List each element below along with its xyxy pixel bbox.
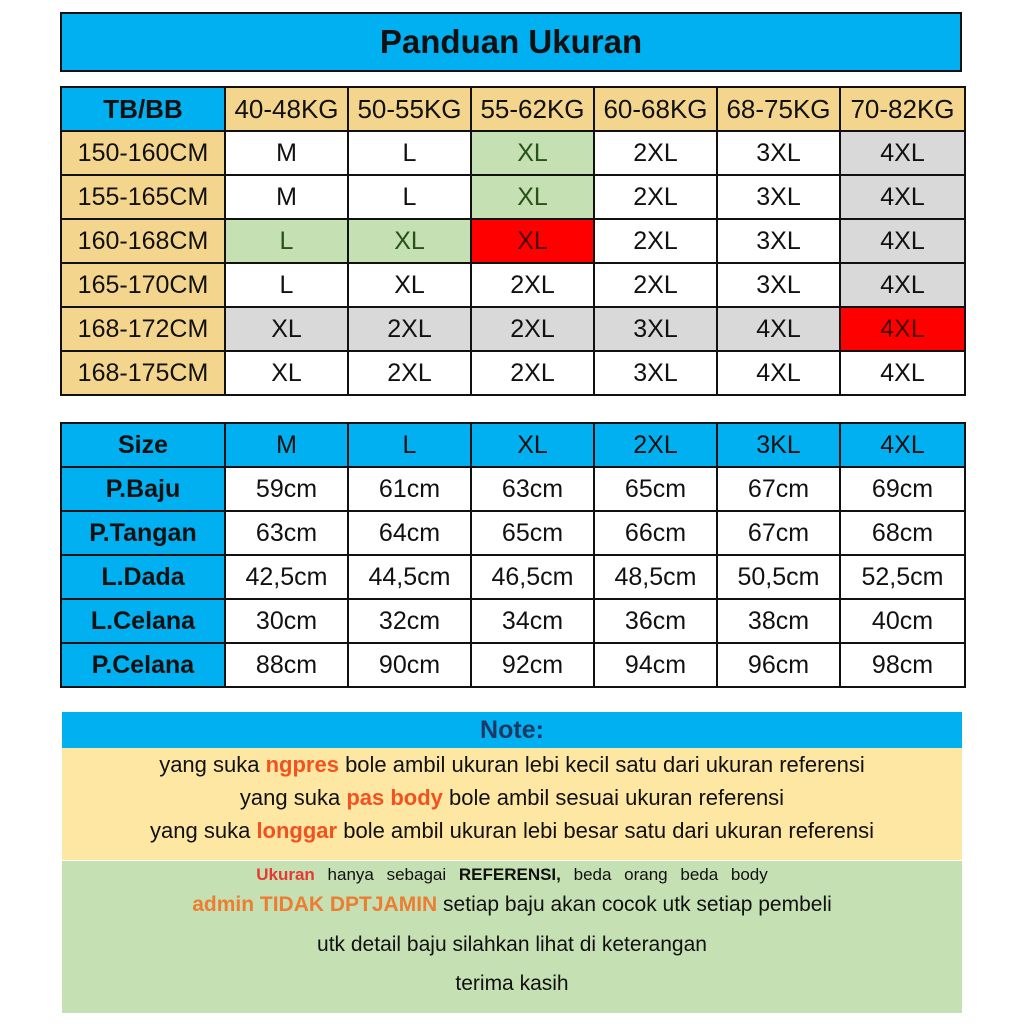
note-text: yang suka	[159, 752, 266, 777]
footer-text: setiap baju akan cocok utk setiap pembeli	[437, 893, 832, 916]
measurement-cell: 88cm	[225, 643, 348, 687]
measurement-cell: 67cm	[717, 511, 840, 555]
weight-header: 50-55KG	[348, 87, 471, 131]
table-row	[61, 467, 965, 511]
note-text: bole ambil sesuai ukuran referensi	[442, 785, 785, 810]
size-column-header: 4XL	[840, 423, 965, 467]
note-text: bole ambil ukuran lebi kecil satu dari ukuran referensi	[338, 752, 865, 777]
table-row	[61, 555, 965, 599]
size-chart-header-row	[61, 87, 965, 131]
corner-header: TB/BB	[61, 87, 225, 131]
size-cell: 3XL	[717, 175, 840, 219]
size-cell: 4XL	[717, 307, 840, 351]
measurement-cell: 94cm	[594, 643, 717, 687]
footer-text: hanya sebagai	[314, 865, 459, 884]
note-text: yang suka	[150, 818, 257, 843]
measurement-cell: 68cm	[840, 511, 965, 555]
table-row	[61, 307, 965, 351]
height-label: 168-172CM	[61, 307, 225, 351]
table-row	[61, 643, 965, 687]
size-cell: 4XL	[840, 131, 965, 175]
measurement-cell: 44,5cm	[348, 555, 471, 599]
size-cell: M	[225, 131, 348, 175]
height-label: 155-165CM	[61, 175, 225, 219]
table-row	[61, 263, 965, 307]
size-cell: XL	[348, 263, 471, 307]
size-cell: 2XL	[471, 351, 594, 395]
measurement-cell: 52,5cm	[840, 555, 965, 599]
measurement-cell: 40cm	[840, 599, 965, 643]
size-cell: 4XL	[840, 263, 965, 307]
height-label: 165-170CM	[61, 263, 225, 307]
measurement-cell: 59cm	[225, 467, 348, 511]
measurement-cell: 38cm	[717, 599, 840, 643]
measurement-cell: 64cm	[348, 511, 471, 555]
size-cell: 4XL	[840, 307, 965, 351]
height-label: 160-168CM	[61, 219, 225, 263]
measurement-cell: 32cm	[348, 599, 471, 643]
measurement-cell: 48,5cm	[594, 555, 717, 599]
size-cell: XL	[471, 219, 594, 263]
footer-line	[62, 865, 962, 885]
measurement-cell: 50,5cm	[717, 555, 840, 599]
note-keyword: longgar	[256, 818, 338, 843]
size-cell: 4XL	[840, 175, 965, 219]
table-row	[61, 219, 965, 263]
size-cell: 2XL	[471, 263, 594, 307]
measurement-table	[60, 422, 966, 688]
footer-line: utk detail baju silahkan lihat di keterangan	[317, 933, 707, 956]
size-cell: 2XL	[594, 219, 717, 263]
size-cell: 2XL	[594, 263, 717, 307]
size-column-header: XL	[471, 423, 594, 467]
size-cell: XL	[471, 175, 594, 219]
footer-keyword: Ukuran	[256, 865, 315, 884]
size-cell: 2XL	[348, 307, 471, 351]
footer-line: terima kasih	[455, 972, 569, 995]
measurement-cell: 34cm	[471, 599, 594, 643]
footer-keyword: REFERENSI,	[458, 865, 561, 884]
size-cell: M	[225, 175, 348, 219]
size-cell: 3XL	[717, 219, 840, 263]
note-heading: Note:	[62, 712, 962, 748]
measurement-cell: 65cm	[594, 467, 717, 511]
size-chart-table	[60, 86, 966, 396]
note-line	[62, 781, 962, 814]
table-row	[61, 511, 965, 555]
size-cell: L	[225, 219, 348, 263]
size-cell: 4XL	[840, 219, 965, 263]
measurement-cell: 30cm	[225, 599, 348, 643]
size-cell: 3XL	[717, 263, 840, 307]
measurement-cell: 42,5cm	[225, 555, 348, 599]
table-row	[61, 131, 965, 175]
footer-text: beda orang beda body	[560, 865, 768, 884]
measurement-cell: 63cm	[471, 467, 594, 511]
note-text: bole ambil ukuran lebi besar satu dari ukuran referensi	[337, 818, 874, 843]
size-cell: 2XL	[594, 175, 717, 219]
measurement-label: P.Celana	[61, 643, 225, 687]
weight-header: 68-75KG	[717, 87, 840, 131]
table-row	[61, 599, 965, 643]
footer-line	[62, 893, 962, 917]
size-cell: L	[348, 131, 471, 175]
measurement-label: P.Baju	[61, 467, 225, 511]
table-row	[61, 351, 965, 395]
measurement-cell: 69cm	[840, 467, 965, 511]
measurement-cell: 46,5cm	[471, 555, 594, 599]
note-line	[62, 814, 962, 847]
height-label: 150-160CM	[61, 131, 225, 175]
size-cell: XL	[348, 219, 471, 263]
size-cell: XL	[225, 351, 348, 395]
measurement-cell: 92cm	[471, 643, 594, 687]
size-cell: XL	[471, 131, 594, 175]
size-cell: L	[225, 263, 348, 307]
measurement-cell: 61cm	[348, 467, 471, 511]
size-cell: 3XL	[594, 351, 717, 395]
footer-panel	[62, 861, 962, 1013]
size-cell: 4XL	[840, 351, 965, 395]
measurement-label: L.Dada	[61, 555, 225, 599]
size-cell: 3XL	[717, 131, 840, 175]
size-column-header: L	[348, 423, 471, 467]
size-cell: 2XL	[471, 307, 594, 351]
measurement-cell: 66cm	[594, 511, 717, 555]
measurement-cell: 65cm	[471, 511, 594, 555]
size-cell: 2XL	[348, 351, 471, 395]
measurement-label: P.Tangan	[61, 511, 225, 555]
size-cell: 2XL	[594, 131, 717, 175]
measurement-cell: 63cm	[225, 511, 348, 555]
measurement-header-row	[61, 423, 965, 467]
size-header: Size	[61, 423, 225, 467]
footer-keyword: admin TIDAK DPTJAMIN	[192, 893, 438, 916]
size-cell: 3XL	[594, 307, 717, 351]
size-column-header: 3KL	[717, 423, 840, 467]
size-column-header: M	[225, 423, 348, 467]
note-keyword: ngpres	[265, 752, 339, 777]
size-cell: L	[348, 175, 471, 219]
size-cell: XL	[225, 307, 348, 351]
note-line	[62, 748, 962, 781]
measurement-label: L.Celana	[61, 599, 225, 643]
size-cell: 4XL	[717, 351, 840, 395]
measurement-cell: 36cm	[594, 599, 717, 643]
page-title: Panduan Ukuran	[60, 12, 962, 72]
measurement-cell: 98cm	[840, 643, 965, 687]
note-text: yang suka	[239, 785, 347, 810]
weight-header: 70-82KG	[840, 87, 965, 131]
note-keyword: pas body	[346, 785, 443, 810]
measurement-cell: 90cm	[348, 643, 471, 687]
weight-header: 60-68KG	[594, 87, 717, 131]
table-row	[61, 175, 965, 219]
size-column-header: 2XL	[594, 423, 717, 467]
measurement-cell: 67cm	[717, 467, 840, 511]
height-label: 168-175CM	[61, 351, 225, 395]
note-panel	[62, 748, 962, 860]
measurement-cell: 96cm	[717, 643, 840, 687]
weight-header: 40-48KG	[225, 87, 348, 131]
weight-header: 55-62KG	[471, 87, 594, 131]
